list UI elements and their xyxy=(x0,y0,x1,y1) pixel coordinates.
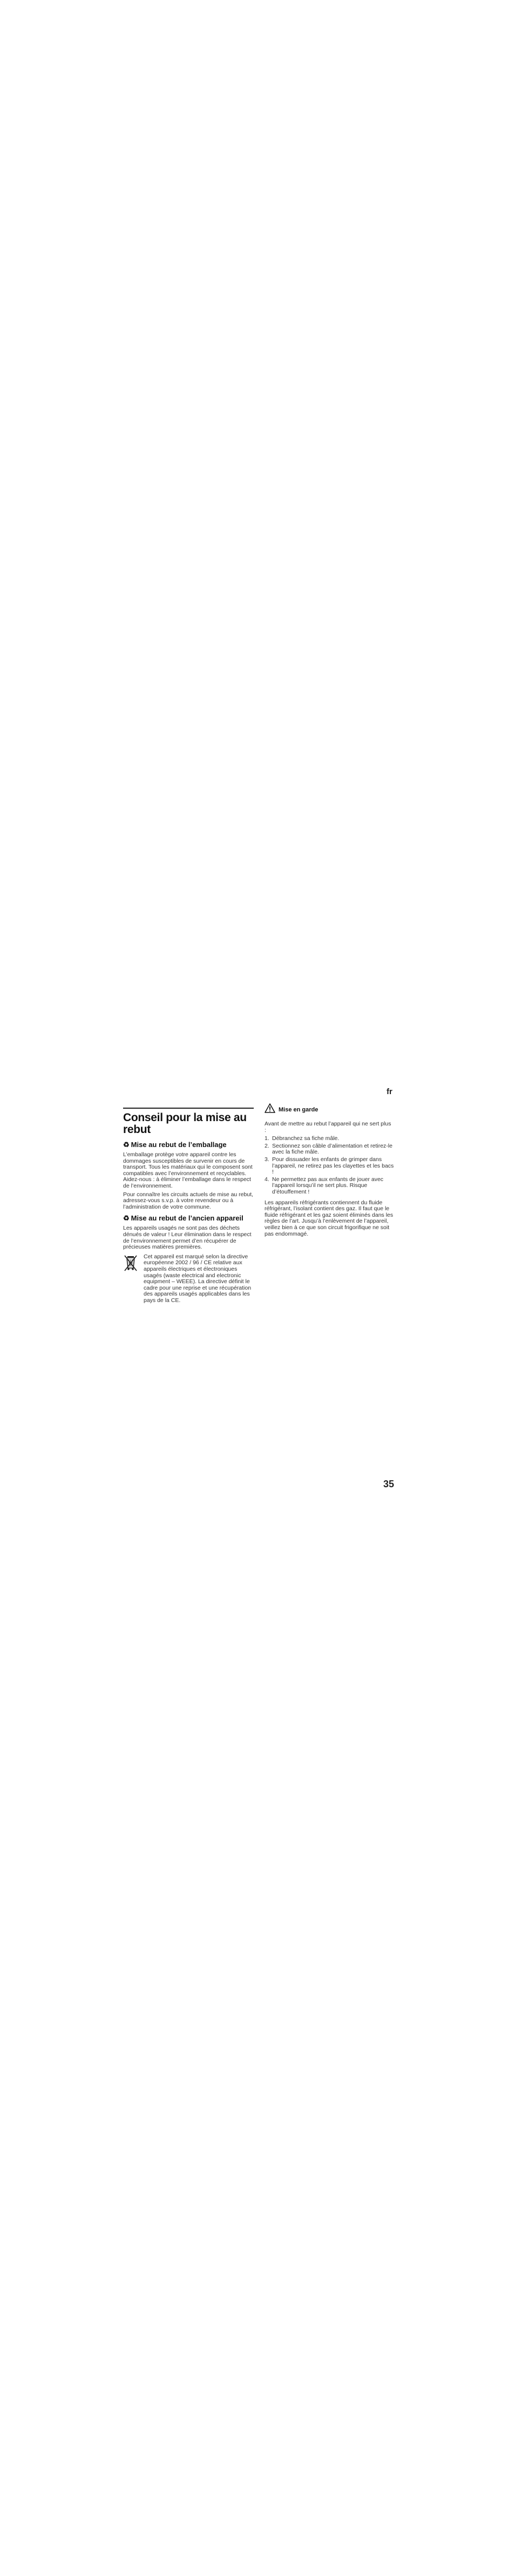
list-item: 2. Sectionnez son câble d’alimentation et retirez-le avec la fiche mâle. xyxy=(265,1142,392,1156)
warning-header xyxy=(265,1103,394,1116)
recycle-icon: ♻ xyxy=(123,1141,130,1149)
list-item: 1. Débranchez sa fiche mâle. xyxy=(265,1135,340,1142)
list-item: 3. Pour dissuader les enfants de grimper dans l’appareil, ne retirez pas les clayettes et les bacs ! xyxy=(265,1156,394,1176)
warning-triangle-icon xyxy=(265,1103,275,1116)
recycle-icon: ♻ xyxy=(123,1214,130,1223)
packaging-paragraph-1: L’emballage protège votre appareil contre les dommages susceptibles de survenir en cours de transport. Tous les matériaux qui le composent sont compatibles avec l’environnement et recyclables. Aidez-nous : à éliminer l’emballage dans le respect de l’environnement. xyxy=(123,1151,253,1189)
list-item: 4. Ne permettez pas aux enfants de jouer avec l’appareil lorsqu’il ne sert plus. Risque d’étouffement ! xyxy=(265,1176,384,1195)
crossed-bin-icon xyxy=(123,1254,139,1304)
section-rule xyxy=(123,1108,254,1109)
warning-closing: Les appareils réfrigérants contiennent du fluide réfrigérant, l’isolant contient des gaz. Il faut que le fluide réfrigérant et les gaz soient éliminés dans les règles de l’art. Jusqu’à l’enlèvement de l’appareil, veillez bien à ce que son circuit frigorifique ne soit pas endommagé. xyxy=(265,1199,394,1237)
warning-title: Mise en garde xyxy=(279,1106,319,1113)
steps-list xyxy=(265,1136,394,1195)
old-appliance-paragraph: Les appareils usagés ne sont pas des déchets dénués de valeur ! Leur élimination dans le respect de l’environnement permet d’en récupérer de précieuses matières premières. xyxy=(123,1225,252,1251)
warning-section xyxy=(265,1103,394,1239)
weee-notice xyxy=(123,1254,254,1304)
weee-text: Cet appareil est marqué selon la directive européenne 2002 / 96 / CE relative aux appareils électriques et électroniques usagés (waste electrical and electronic equipment – WEEE). La directive définit le cadre pour une reprise et une récupération des appareils usagés applicables dans les pays de la CE. xyxy=(144,1253,252,1304)
packaging-paragraph-2: Pour connaître les circuits actuels de mise au rebut, adressez-vous s.v.p. à votre revendeur ou à l’administration de votre commune. xyxy=(123,1191,254,1210)
warning-intro: Avant de mettre au rebut l’appareil qui ne sert plus : xyxy=(265,1121,391,1134)
disposal-section xyxy=(123,1108,254,1304)
packaging-heading-text: Mise au rebut de l’emballage xyxy=(131,1141,227,1149)
packaging-heading xyxy=(123,1141,254,1149)
old-appliance-heading-text: Mise au rebut de l’ancien appareil xyxy=(131,1214,243,1223)
old-appliance-heading xyxy=(123,1215,254,1222)
section-title: Conseil pour la mise au rebut xyxy=(123,1111,247,1136)
language-tag: fr xyxy=(387,1087,392,1096)
page-number: 35 xyxy=(383,1479,395,1489)
